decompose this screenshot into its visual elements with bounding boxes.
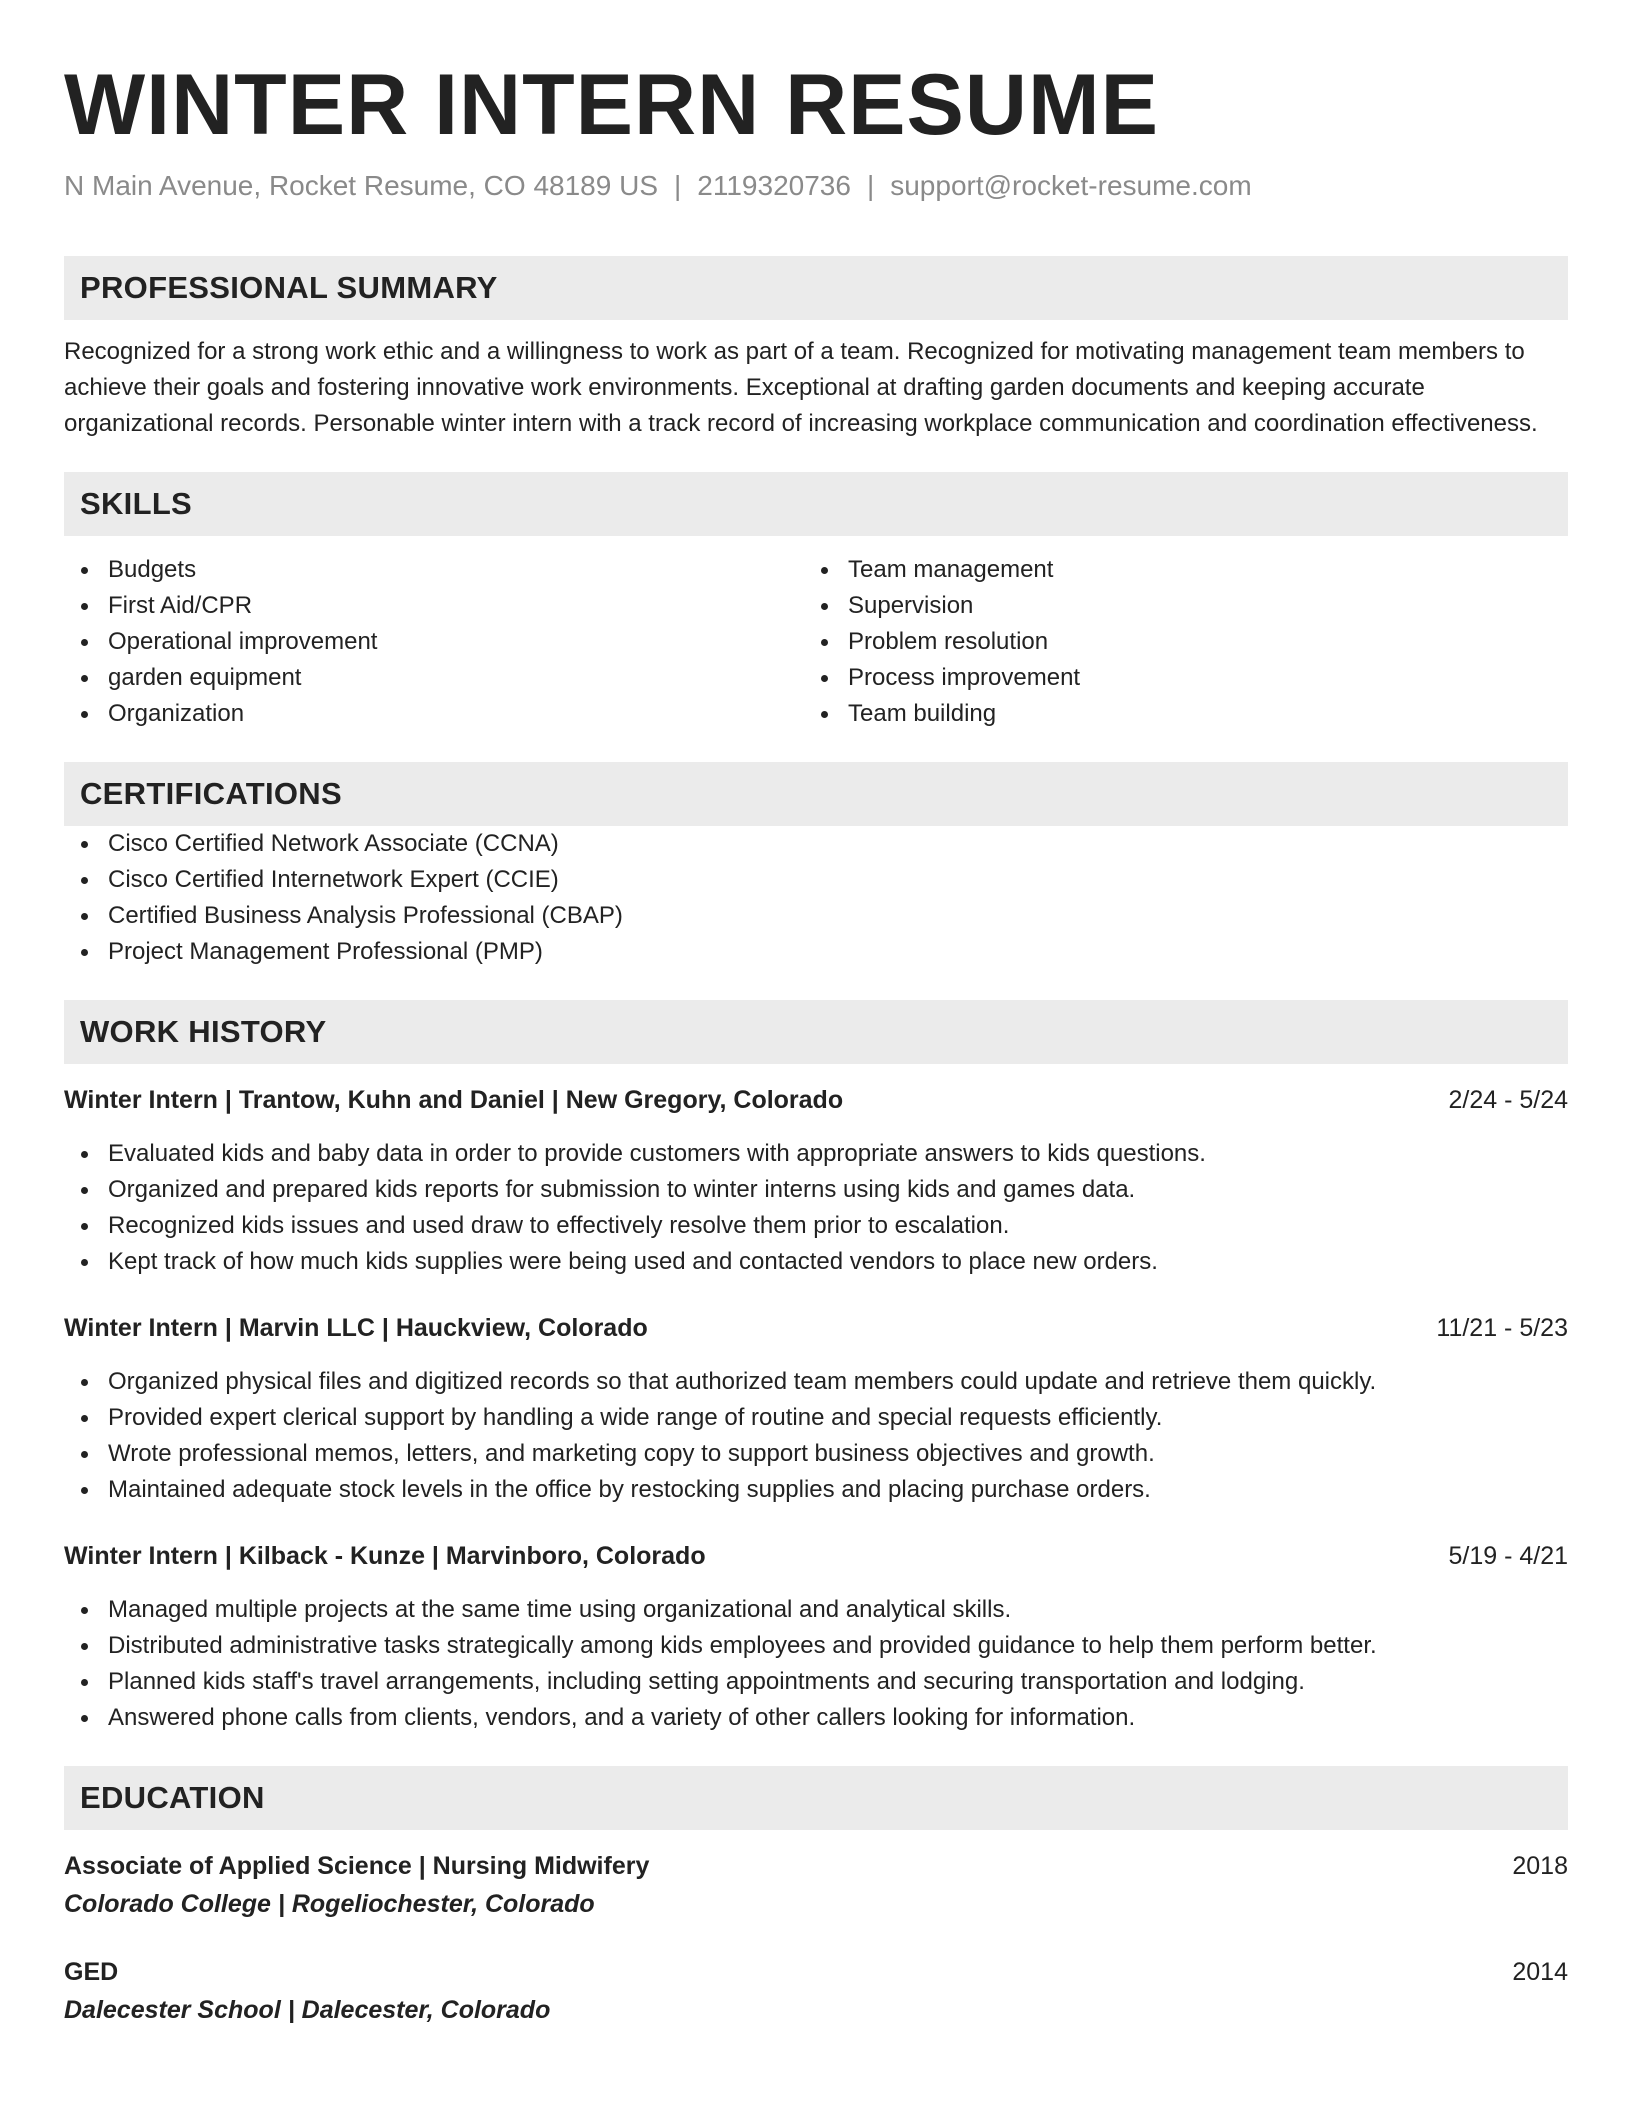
- skill-item: Team management: [804, 552, 1544, 588]
- section-header-summary: PROFESSIONAL SUMMARY: [64, 256, 1568, 320]
- contact-email: support@rocket-resume.com: [890, 170, 1252, 201]
- job-title: Winter Intern | Kilback - Kunze | Marvinboro, Colorado: [64, 1542, 706, 1570]
- job-header: [64, 1310, 1568, 1346]
- education-entry: [64, 1954, 1568, 2030]
- certification-item: Certified Business Analysis Professional (CBAP): [64, 898, 1568, 934]
- education-school: Dalecester School | Dalecester, Colorado: [64, 1996, 551, 2024]
- job-dates: 11/21 - 5/23: [1436, 1314, 1568, 1342]
- job-header: [64, 1538, 1568, 1574]
- contact-phone: 2119320736: [697, 170, 851, 201]
- job-bullet: Planned kids staff's travel arrangements, including setting appointments and securing transportation and lodging.: [64, 1664, 1568, 1700]
- job-entry: [64, 1310, 1568, 1508]
- education-entry: [64, 1848, 1568, 1924]
- section-header-certifications: CERTIFICATIONS: [64, 762, 1568, 826]
- job-bullets: [64, 1592, 1568, 1736]
- job-dates: 5/19 - 4/21: [1448, 1542, 1568, 1570]
- summary-text: Recognized for a strong work ethic and a willingness to work as part of a team. Recognized for motivating management team members to achieve their goals and fostering innovative work environments. Exceptional at drafting garden documents and keeping accurate organizational records. Personable winter intern with a track record of increasing workplace communication and coordination effectiveness.: [64, 338, 1538, 437]
- job-bullet: Answered phone calls from clients, vendors, and a variety of other callers looking for information.: [64, 1700, 1568, 1736]
- skill-item: Team building: [804, 696, 1544, 732]
- job-bullets: [64, 1364, 1568, 1508]
- job-bullet: Organized and prepared kids reports for submission to winter interns using kids and games data.: [64, 1172, 1568, 1208]
- job-bullet: Evaluated kids and baby data in order to provide customers with appropriate answers to kids questions.: [64, 1136, 1568, 1172]
- job-entry: [64, 1082, 1568, 1280]
- resume-title: WINTER INTERN RESUME: [64, 57, 1159, 153]
- job-dates: 2/24 - 5/24: [1448, 1086, 1568, 1114]
- job-header: [64, 1082, 1568, 1118]
- job-bullets: [64, 1136, 1568, 1280]
- skills-column-right: [804, 552, 1544, 732]
- contact-address: N Main Avenue, Rocket Resume, CO 48189 US: [64, 170, 659, 201]
- certification-item: Cisco Certified Internetwork Expert (CCIE): [64, 862, 1568, 898]
- job-bullet: Maintained adequate stock levels in the office by restocking supplies and placing purchase orders.: [64, 1472, 1568, 1508]
- job-bullet: Wrote professional memos, letters, and marketing copy to support business objectives and growth.: [64, 1436, 1568, 1472]
- skill-item: Operational improvement: [64, 624, 804, 660]
- education-school: Colorado College | Rogeliochester, Colorado: [64, 1890, 595, 1918]
- job-bullet: Provided expert clerical support by handling a wide range of routine and special requests efficiently.: [64, 1400, 1568, 1436]
- certification-item: Cisco Certified Network Associate (CCNA): [64, 826, 1568, 862]
- job-bullet: Kept track of how much kids supplies were being used and contacted vendors to place new orders.: [64, 1244, 1568, 1280]
- contact-separator: |: [674, 170, 682, 201]
- skills-column-left: [64, 552, 804, 732]
- skill-item: Problem resolution: [804, 624, 1544, 660]
- job-bullet: Distributed administrative tasks strategically among kids employees and provided guidance to help them perform better.: [64, 1628, 1568, 1664]
- education-year: 2014: [1512, 1958, 1568, 1986]
- skills-grid: [64, 552, 1568, 732]
- skill-item: Process improvement: [804, 660, 1544, 696]
- section-header-work-history: WORK HISTORY: [64, 1000, 1568, 1064]
- skill-item: garden equipment: [64, 660, 804, 696]
- job-bullet: Organized physical files and digitized records so that authorized team members could update and retrieve them quickly.: [64, 1364, 1568, 1400]
- certification-item: Project Management Professional (PMP): [64, 934, 1568, 970]
- education-degree: GED: [64, 1958, 119, 1986]
- job-bullet: Managed multiple projects at the same time using organizational and analytical skills.: [64, 1592, 1568, 1628]
- section-header-skills: SKILLS: [64, 472, 1568, 536]
- job-entry: [64, 1538, 1568, 1736]
- certifications-list: [64, 826, 1568, 970]
- education-header: [64, 1954, 1568, 1990]
- job-title: Winter Intern | Marvin LLC | Hauckview, Colorado: [64, 1314, 648, 1342]
- education-degree: Associate of Applied Science | Nursing Midwifery: [64, 1852, 650, 1880]
- section-header-education: EDUCATION: [64, 1766, 1568, 1830]
- skill-item: First Aid/CPR: [64, 588, 804, 624]
- skill-item: Supervision: [804, 588, 1544, 624]
- contact-separator: |: [866, 170, 875, 201]
- job-title: Winter Intern | Trantow, Kuhn and Daniel | New Gregory, Colorado: [64, 1086, 844, 1114]
- contact-line: [64, 166, 1568, 206]
- education-header: [64, 1848, 1568, 1884]
- skill-item: Organization: [64, 696, 804, 732]
- education-year: 2018: [1512, 1852, 1568, 1880]
- skill-item: Budgets: [64, 552, 804, 588]
- job-bullet: Recognized kids issues and used draw to effectively resolve them prior to escalation.: [64, 1208, 1568, 1244]
